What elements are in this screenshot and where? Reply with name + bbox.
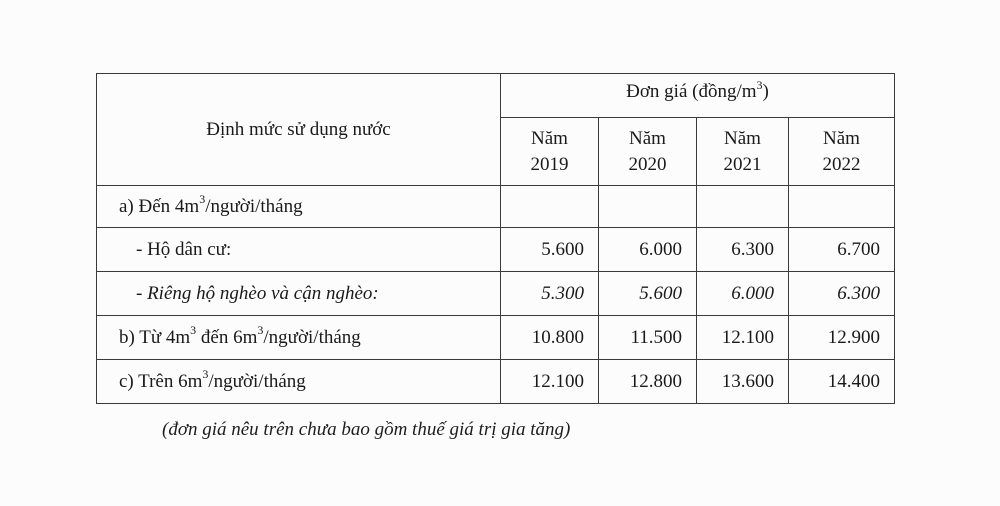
row-c-price-2021: 13.600 [697,360,789,404]
row-c-price-2019: 12.100 [501,360,599,404]
table-row-a [97,186,895,228]
unit-price-close: ) [762,81,769,102]
row-b-price-2021: 12.100 [697,316,789,360]
poor-household-label: - Riêng hộ nghèo và cận nghèo: [97,272,501,316]
table-row-c [97,360,895,404]
unit-price-header [501,74,895,118]
year-header-2020: Năm 2020 [599,118,697,186]
poor-price-2020: 5.600 [599,272,697,316]
table-row-poor [97,272,895,316]
row-c-label: c) Trên $6m^3/người$/tháng [97,360,501,404]
unit-price-label: Đơn giá (đồng/m [626,81,757,102]
header-row-1 [97,74,895,118]
household-price-2019: 5.600 [501,228,599,272]
row-c-price-2020: 12.800 [599,360,697,404]
empty-cell [697,186,789,228]
row-a-label: a) Đến $4m^3/người$/tháng [97,186,501,228]
empty-cell [599,186,697,228]
row-c-price-2022: 14.400 [789,360,895,404]
empty-cell [501,186,599,228]
household-label: - Hộ dân cư: [97,228,501,272]
unit-price-sup: 3 [756,77,763,92]
year-header-2022: Năm 2022 [789,118,895,186]
household-price-2022: 6.700 [789,228,895,272]
row-b-price-2022: 12.900 [789,316,895,360]
vat-footnote: (đơn giá nêu trên chưa bao gồm thuế giá trị gia tăng) [162,419,571,440]
row-b-price-2020: 11.500 [599,316,697,360]
row-b-label: b) Từ $4m^3$ đến $6m^3/người$/tháng [97,316,501,360]
usage-norm-header: Định mức sử dụng nước [97,74,501,186]
year-header-2021: Năm 2021 [697,118,789,186]
row-b-price-2019: 10.800 [501,316,599,360]
household-price-2021: 6.300 [697,228,789,272]
poor-price-2019: 5.300 [501,272,599,316]
poor-price-2021: 6.000 [697,272,789,316]
poor-price-2022: 6.300 [789,272,895,316]
table-row-b [97,316,895,360]
empty-cell [789,186,895,228]
table-row-household [97,228,895,272]
household-price-2020: 6.000 [599,228,697,272]
year-header-2019: Năm 2019 [501,118,599,186]
water-tariff-table [96,73,895,404]
